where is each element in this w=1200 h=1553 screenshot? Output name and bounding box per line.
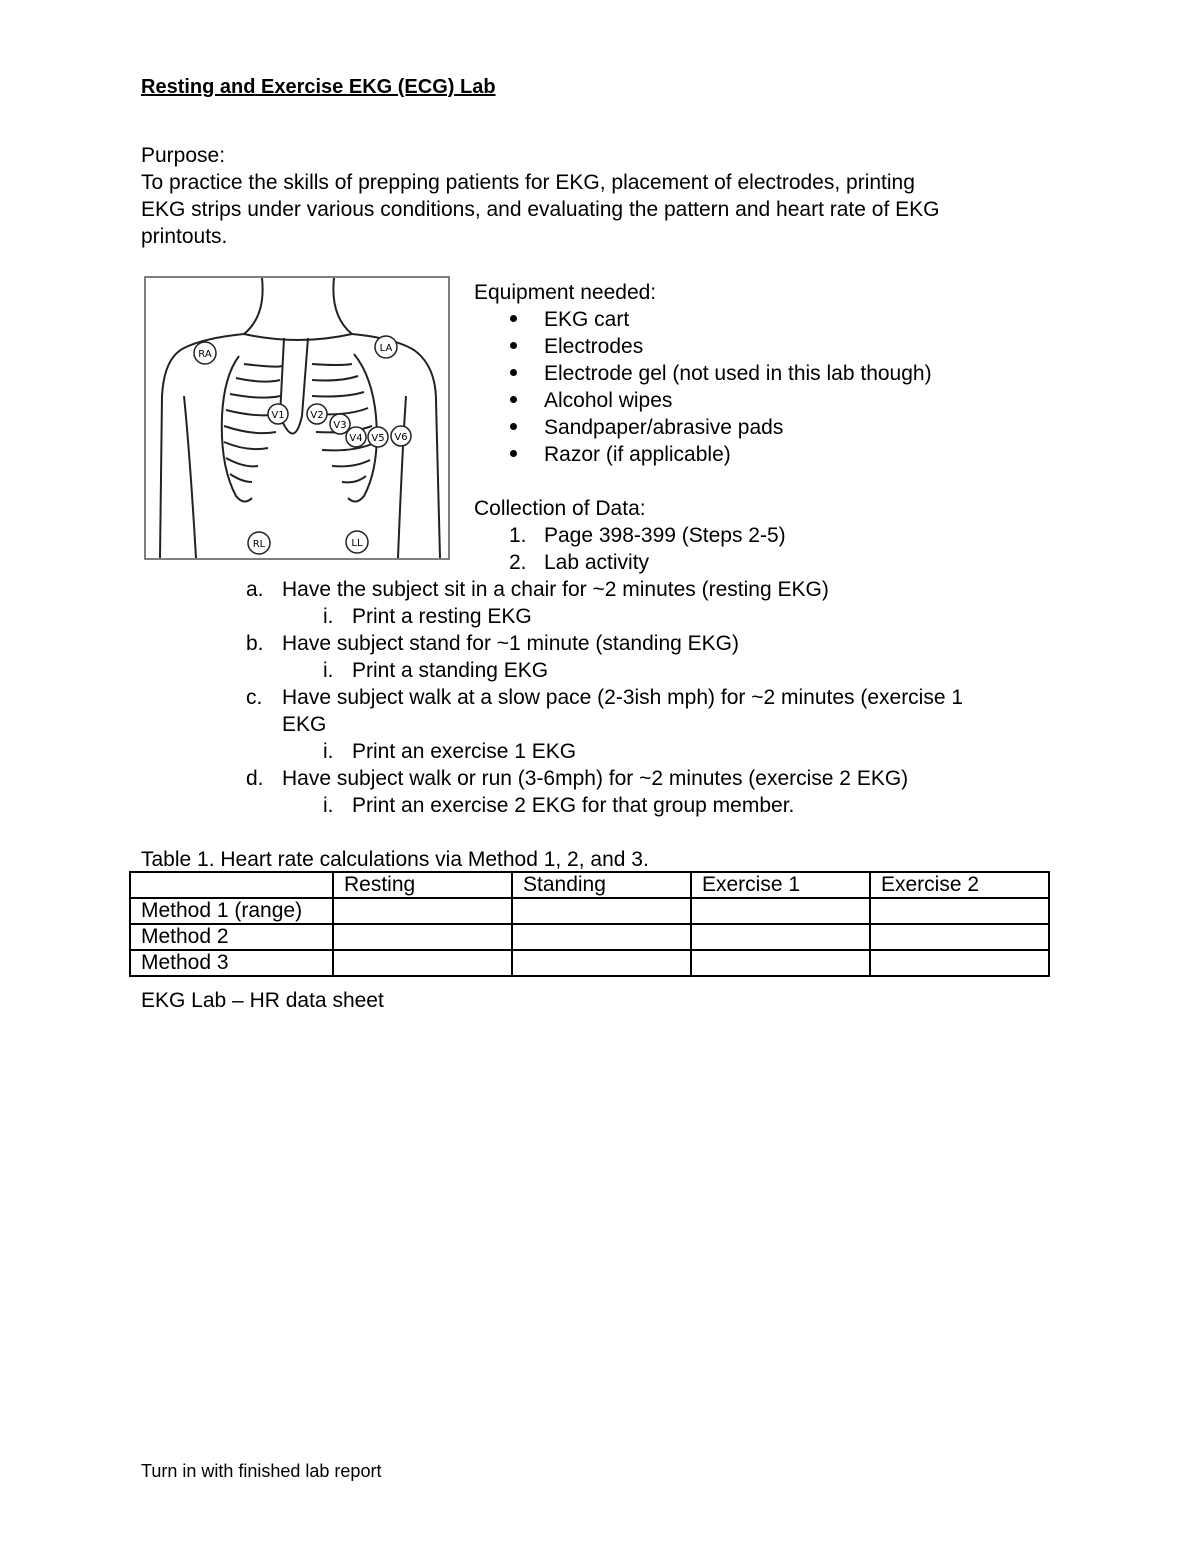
substep-text: Print an exercise 1 EKG bbox=[352, 740, 577, 763]
equipment-item: Alcohol wipes bbox=[544, 389, 673, 412]
table-header-cell: Resting bbox=[333, 872, 512, 898]
table-cell[interactable] bbox=[691, 950, 870, 976]
list-number: 1. bbox=[509, 524, 527, 547]
table-cell[interactable] bbox=[870, 898, 1049, 924]
step-letter: c. bbox=[246, 686, 263, 709]
table-cell[interactable] bbox=[333, 924, 512, 950]
purpose-section bbox=[141, 142, 1041, 250]
electrode-ll-label: LL bbox=[351, 538, 363, 549]
table-cell[interactable] bbox=[691, 924, 870, 950]
step-text: Have the subject sit in a chair for ~2 minutes (resting EKG) bbox=[282, 578, 829, 601]
table-cell[interactable] bbox=[870, 950, 1049, 976]
bullet-icon bbox=[510, 423, 517, 430]
table-header-cell: Exercise 2 bbox=[870, 872, 1049, 898]
list-item: Page 398-399 (Steps 2-5) bbox=[544, 524, 786, 547]
list-item: Lab activity bbox=[544, 551, 650, 574]
table-cell[interactable] bbox=[333, 950, 512, 976]
substep-number: i. bbox=[323, 605, 334, 628]
collection-label: Collection of Data: bbox=[474, 497, 646, 520]
table-caption: Table 1. Heart rate calculations via Method 1, 2, and 3. bbox=[141, 848, 649, 871]
table-note: EKG Lab – HR data sheet bbox=[141, 989, 384, 1012]
electrode-v4-label: V4 bbox=[349, 433, 363, 444]
row-label: Method 3 bbox=[130, 950, 333, 976]
table-header-cell: Standing bbox=[512, 872, 691, 898]
purpose-line: printouts. bbox=[141, 225, 228, 248]
electrode-rl-label: RL bbox=[252, 539, 266, 550]
substep-number: i. bbox=[323, 659, 334, 682]
table-row bbox=[130, 924, 1049, 950]
bullet-icon bbox=[510, 396, 517, 403]
table-cell[interactable] bbox=[333, 898, 512, 924]
electrode-ra-label: RA bbox=[198, 349, 212, 360]
equipment-item: Sandpaper/abrasive pads bbox=[544, 416, 784, 439]
step-letter: a. bbox=[246, 578, 264, 601]
substep-text: Print a standing EKG bbox=[352, 659, 549, 682]
row-label: Method 2 bbox=[130, 924, 333, 950]
equipment-label: Equipment needed: bbox=[474, 281, 657, 304]
purpose-line: EKG strips under various conditions, and evaluating the pattern and heart rate of EKG bbox=[141, 198, 940, 221]
step-text: Have subject walk at a slow pace (2-3ish mph) for ~2 minutes (exercise 1 bbox=[282, 686, 964, 709]
table-header-cell: Exercise 1 bbox=[691, 872, 870, 898]
substep-text: Print a resting EKG bbox=[352, 605, 532, 628]
substep-text: Print an exercise 2 EKG for that group member. bbox=[352, 794, 795, 817]
table-header-row bbox=[130, 872, 1049, 898]
step-letter: d. bbox=[246, 767, 264, 790]
bullet-icon bbox=[510, 315, 517, 322]
bullet-icon bbox=[510, 450, 517, 457]
step-text-continued: EKG bbox=[282, 713, 327, 736]
step-text: Have subject walk or run (3-6mph) for ~2 minutes (exercise 2 EKG) bbox=[282, 767, 909, 790]
step-text: Have subject stand for ~1 minute (standing EKG) bbox=[282, 632, 739, 655]
table-header-cell bbox=[130, 872, 333, 898]
table-row bbox=[130, 950, 1049, 976]
electrode-la-label: LA bbox=[379, 343, 393, 354]
electrode-v3-label: V3 bbox=[333, 420, 347, 431]
substep-number: i. bbox=[323, 794, 334, 817]
purpose-label: Purpose: bbox=[141, 144, 226, 167]
electrode-v6-label: V6 bbox=[394, 432, 408, 443]
equipment-item: Razor (if applicable) bbox=[544, 443, 731, 466]
table-cell[interactable] bbox=[512, 898, 691, 924]
electrode-placement-diagram bbox=[144, 276, 450, 560]
equipment-item: Electrodes bbox=[544, 335, 644, 358]
electrode-v1-label: V1 bbox=[271, 410, 285, 421]
bullet-icon bbox=[510, 369, 517, 376]
table-cell[interactable] bbox=[691, 898, 870, 924]
substep-number: i. bbox=[323, 740, 334, 763]
table-cell[interactable] bbox=[512, 924, 691, 950]
electrode-v2-label: V2 bbox=[310, 410, 324, 421]
row-label: Method 1 (range) bbox=[130, 898, 333, 924]
document-title: Resting and Exercise EKG (ECG) Lab bbox=[141, 76, 496, 98]
purpose-line: To practice the skills of prepping patients for EKG, placement of electrodes, printing bbox=[141, 171, 915, 194]
list-number: 2. bbox=[509, 551, 527, 574]
electrode-v5-label: V5 bbox=[371, 433, 385, 444]
page-footer: Turn in with finished lab report bbox=[141, 1461, 382, 1481]
table-row bbox=[130, 898, 1049, 924]
equipment-item: EKG cart bbox=[544, 308, 630, 331]
equipment-item: Electrode gel (not used in this lab though) bbox=[544, 362, 932, 385]
bullet-icon bbox=[510, 342, 517, 349]
table-cell[interactable] bbox=[870, 924, 1049, 950]
heart-rate-table bbox=[129, 871, 1050, 977]
step-letter: b. bbox=[246, 632, 264, 655]
table-cell[interactable] bbox=[512, 950, 691, 976]
